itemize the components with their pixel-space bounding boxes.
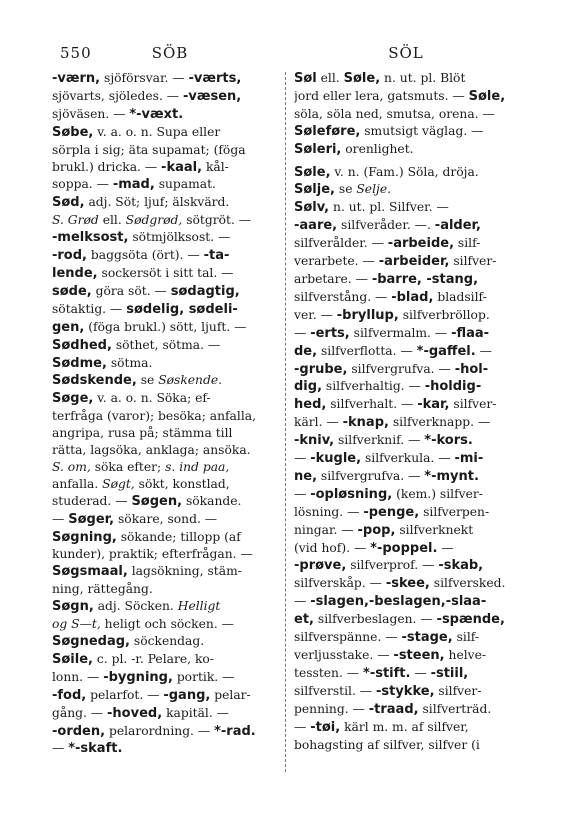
entry-line: Søleføre, smutsigt väglag. —: [294, 123, 484, 139]
right-running-head: SÖL: [388, 44, 424, 62]
entry-line: tessten. — *-stift. — -stiil,: [294, 665, 469, 681]
entry-line: sörpla i sig; äta supamat; (föga: [52, 142, 246, 157]
entry-line: Søgn, adj. Söcken. Helligt: [52, 599, 221, 615]
entry-line: -orden, pelarordning. — *-rad.: [52, 723, 256, 739]
entry-line: — Søger, sökare, sond. —: [52, 511, 218, 527]
entry-line: gång. — -hoved, kapitäl. —: [52, 705, 229, 721]
entry-line: kunder), praktik; efterfrågan. —: [52, 547, 253, 562]
entry-line: lonn. — -bygning, portik. —: [52, 669, 235, 685]
entry-line: söla, söla ned, smutsa, orena. —: [294, 106, 495, 121]
left-column: [52, 70, 280, 758]
entry-line: gen, (föga brukl.) sött, ljuft. —: [52, 319, 247, 335]
entry-line: (vid hof). — *-poppel. —: [294, 540, 454, 556]
entry-line: Søge, v. a. o. n. Söka; ef-: [52, 391, 211, 407]
entry-line: brukl.) dricka. — -kaal, kål-: [52, 159, 229, 175]
entry-line: Sød, adj. Söt; ljuf; älskvärd.: [52, 195, 230, 211]
entry-line: anfalla. Søgt, sökt, konstlad,: [52, 476, 230, 491]
entry-line: -værn, sjöförsvar. — -værts,: [52, 71, 242, 86]
entry-line: lösning. — -penge, silfverpen-: [294, 504, 490, 520]
entry-line: Søl ell. Søle, n. ut. pl. Blöt: [294, 71, 466, 86]
entry-line: Sødme, sötma.: [52, 355, 153, 371]
entry-line: -kniv, silfverknif. — *-kors.: [294, 433, 473, 449]
entry-line: lende, sockersöt i sitt tal. —: [52, 265, 234, 281]
entry-line: et, silfverbeslagen. — -spænde,: [294, 612, 505, 628]
entry-line: Søle, v. n. (Fam.) Söla, dröja.: [294, 164, 479, 180]
entry-line: ne, silfvergrufva. — *-mynt.: [294, 468, 479, 484]
entry-line: silfverstil. — -stykke, silfver-: [294, 683, 482, 699]
entry-line: -fod, pelarfot. — -gang, pelar-: [52, 687, 251, 703]
entry-line: Søgnedag, söckendag.: [52, 634, 205, 649]
column-divider: [285, 72, 286, 772]
left-running-head: SÖB: [151, 44, 189, 62]
entry-line: — -erts, silfvermalm. — -flaa-: [294, 325, 490, 341]
entry-line: dig, silfverhaltig. — -holdig-: [294, 379, 482, 395]
entry-line: -rod, baggsöta (ört). — -ta-: [52, 248, 230, 264]
entry-line: Søgsmaal, lagsökning, stäm-: [52, 564, 242, 580]
entry-line: Søile, c. pl. -r. Pelare, ko-: [52, 651, 214, 667]
entry-line: verljusstake. — -steen, helve-: [294, 648, 487, 663]
entry-line: silfverspänne. — -stage, silf-: [294, 630, 480, 646]
entry-line: -prøve, silfverprof. — -skab,: [294, 558, 484, 574]
page-header: [60, 44, 518, 66]
entry-line: — *-skaft.: [52, 741, 123, 757]
entry-line: -aare, silfveråder. —. -alder,: [294, 218, 481, 234]
right-column: [294, 70, 524, 753]
entry-line: ver. — -bryllup, silfverbröllop.: [294, 307, 490, 323]
entry-line: — -tøi, kärl m. m. af silfver,: [294, 719, 469, 735]
entry-line: arbetare. — -barre, -stang,: [294, 271, 479, 287]
entry-line: — -kugle, silfverkula. — -mi-: [294, 451, 484, 467]
entry-line: — -slagen,-beslagen,-slaa-: [294, 594, 487, 610]
entry-line: sötaktig. — sødelig, sødeli-: [52, 301, 238, 317]
entry-line: Sølv, n. ut. pl. Silfver. —: [294, 200, 449, 216]
entry-line: søde, göra söt. — sødagtig,: [52, 283, 240, 299]
entry-line: -melksost, sötmjölksost. —: [52, 230, 231, 246]
entry-line: soppa. — -mad, supamat.: [52, 177, 216, 193]
entry-line: -grube, silfvergrufva. — -hol-: [294, 361, 489, 377]
entry-line: — -opløsning, (kem.) silfver-: [294, 486, 483, 502]
entry-line: Sødhed, söthet, sötma. —: [52, 337, 221, 353]
entry-line: ningar. — -pop, silfverknekt: [294, 522, 474, 538]
entry-line: silfverstång. — -blad, bladsilf-: [294, 289, 487, 305]
entry-line: de, silfverflotta. — *-gaffel. —: [294, 343, 492, 359]
entry-line: bohagsting af silfver, silfver (i: [294, 737, 480, 752]
entry-line: hed, silfverhalt. — -kar, silfver-: [294, 397, 497, 413]
entry-line: jord eller lera, gatsmuts. — Søle,: [294, 88, 506, 104]
entry-line: sjövarts, sjöledes. — -væsen,: [52, 88, 242, 104]
entry-line: silfverålder. — -arbeide, silf-: [294, 236, 481, 252]
entry-line: angripa, rusa på; stämma till: [52, 426, 233, 441]
page-number: 550: [60, 44, 92, 62]
entry-line: Søbe, v. a. o. n. Supa eller: [52, 124, 221, 140]
entry-line: Søgning, sökande; tillopp (af: [52, 529, 241, 545]
entry-line: Sølje, se Selje.: [294, 182, 392, 198]
entry-line: S. Grød ell. Sødgrød, sötgröt. —: [52, 213, 252, 228]
entry-line: Søleri, orenlighet.: [294, 141, 414, 157]
entry-line: kärl. — -knap, silfverknapp. —: [294, 415, 491, 431]
entry-line: og S—t, heligt och söcken. —: [52, 617, 234, 632]
entry-line: Sødskende, se Søskende.: [52, 373, 223, 389]
entry-line: silfverskåp. — -skee, silfversked.: [294, 576, 506, 592]
entry-line: studerad. — Søgen, sökande.: [52, 493, 242, 509]
entry-line: terfråga (varor); besöka; anfalla,: [52, 409, 256, 424]
entry-line: ning, rättegång.: [52, 582, 153, 597]
entry-line: S. om, söka efter; s. ind paa,: [52, 459, 230, 474]
entry-line: sjöväsen. — *-væxt.: [52, 106, 184, 122]
entry-line: penning. — -traad, silfverträd.: [294, 701, 492, 717]
entry-line: verarbete. — -arbeider, silfver-: [294, 254, 497, 270]
entry-line: rätta, lagsöka, anklaga; ansöka.: [52, 443, 251, 458]
